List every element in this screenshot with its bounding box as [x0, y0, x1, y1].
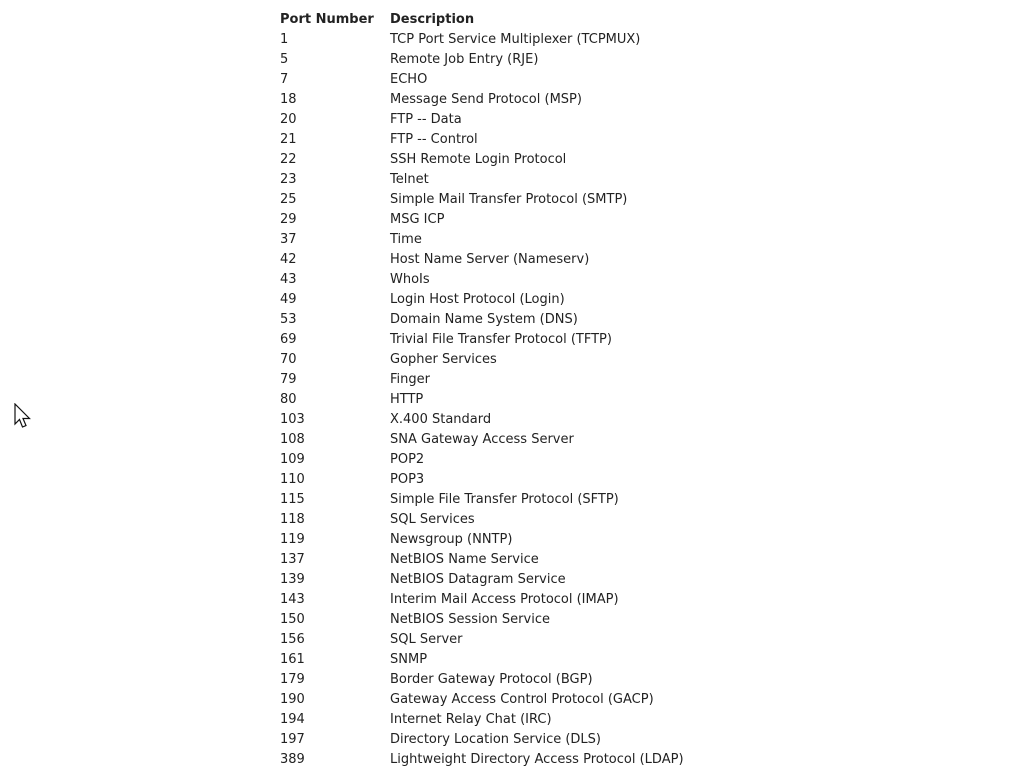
table-row: [280, 490, 684, 510]
description-cell: Internet Relay Chat (IRC): [390, 712, 552, 727]
port-number-cell: 118: [280, 512, 305, 527]
description-cell: POP2: [390, 452, 425, 467]
table-row: [280, 450, 684, 470]
port-reference-table: [280, 10, 684, 770]
port-number-cell: 156: [280, 632, 305, 647]
description-cell: NetBIOS Datagram Service: [390, 572, 566, 587]
table-row: [280, 710, 684, 730]
table-row: [280, 690, 684, 710]
table-row: [280, 470, 684, 490]
description-cell: NetBIOS Session Service: [390, 612, 550, 627]
table-row: [280, 670, 684, 690]
description-cell: ECHO: [390, 72, 428, 87]
port-number-cell: 197: [280, 732, 305, 747]
description-cell: SNMP: [390, 652, 428, 667]
port-number-cell: 139: [280, 572, 305, 587]
table-row: [280, 170, 684, 190]
port-number-cell: 161: [280, 652, 305, 667]
table-row: [280, 410, 684, 430]
table-row: [280, 130, 684, 150]
description-cell: Telnet: [390, 172, 429, 187]
description-cell: MSG ICP: [390, 212, 445, 227]
port-number-cell: 150: [280, 612, 305, 627]
port-number-cell: 109: [280, 452, 305, 467]
description-cell: Trivial File Transfer Protocol (TFTP): [390, 332, 612, 347]
table-row: [280, 390, 684, 410]
port-number-cell: 108: [280, 432, 305, 447]
table-row: [280, 370, 684, 390]
description-cell: NetBIOS Name Service: [390, 552, 539, 567]
port-number-cell: 110: [280, 472, 305, 487]
port-number-cell: 37: [280, 232, 297, 247]
description-cell: Gopher Services: [390, 352, 497, 367]
port-number-cell: 21: [280, 132, 297, 147]
description-cell: WhoIs: [390, 272, 430, 287]
description-cell: Time: [390, 232, 422, 247]
port-number-cell: 69: [280, 332, 297, 347]
table-row: [280, 510, 684, 530]
description-cell: Border Gateway Protocol (BGP): [390, 672, 593, 687]
port-number-cell: 22: [280, 152, 297, 167]
port-number-cell: 119: [280, 532, 305, 547]
port-number-cell: 389: [280, 752, 305, 767]
table-row: [280, 530, 684, 550]
table-row: [280, 730, 684, 750]
table-row: [280, 590, 684, 610]
description-cell: Domain Name System (DNS): [390, 312, 578, 327]
port-number-cell: 42: [280, 252, 297, 267]
description-cell: FTP -- Control: [390, 132, 478, 147]
port-number-cell: 115: [280, 492, 305, 507]
table-row: [280, 310, 684, 330]
description-cell: Directory Location Service (DLS): [390, 732, 601, 747]
table-row: [280, 30, 684, 50]
port-number-cell: 20: [280, 112, 297, 127]
table-row: [280, 50, 684, 70]
description-cell: Simple Mail Transfer Protocol (SMTP): [390, 192, 628, 207]
table-row: [280, 110, 684, 130]
description-cell: Remote Job Entry (RJE): [390, 52, 539, 67]
description-cell: TCP Port Service Multiplexer (TCPMUX): [390, 32, 641, 47]
description-cell: Interim Mail Access Protocol (IMAP): [390, 592, 619, 607]
port-number-cell: 190: [280, 692, 305, 707]
column-header-port-number: Port Number: [280, 12, 374, 27]
description-cell: Lightweight Directory Access Protocol (LDAP): [390, 752, 684, 767]
description-cell: Host Name Server (Nameserv): [390, 252, 590, 267]
table-row: [280, 550, 684, 570]
description-cell: Gateway Access Control Protocol (GACP): [390, 692, 654, 707]
port-number-cell: 43: [280, 272, 297, 287]
port-number-cell: 194: [280, 712, 305, 727]
description-cell: SSH Remote Login Protocol: [390, 152, 567, 167]
port-table-body: [280, 30, 684, 770]
header-row: [280, 10, 684, 30]
port-number-cell: 70: [280, 352, 297, 367]
table-row: [280, 70, 684, 90]
port-number-cell: 137: [280, 552, 305, 567]
port-number-cell: 25: [280, 192, 297, 207]
mouse-cursor-arrow-icon: [13, 403, 33, 433]
table-row: [280, 570, 684, 590]
table-row: [280, 210, 684, 230]
port-number-cell: 23: [280, 172, 297, 187]
table-row: [280, 430, 684, 450]
table-row: [280, 230, 684, 250]
description-cell: FTP -- Data: [390, 112, 462, 127]
table-row: [280, 150, 684, 170]
description-cell: HTTP: [390, 392, 424, 407]
port-number-cell: 29: [280, 212, 297, 227]
table-row: [280, 610, 684, 630]
description-cell: Finger: [390, 372, 430, 387]
table-row: [280, 270, 684, 290]
description-cell: Message Send Protocol (MSP): [390, 92, 582, 107]
table-row: [280, 750, 684, 770]
table-row: [280, 630, 684, 650]
port-number-cell: 80: [280, 392, 297, 407]
description-cell: Login Host Protocol (Login): [390, 292, 565, 307]
port-number-cell: 5: [280, 52, 289, 67]
description-cell: Newsgroup (NNTP): [390, 532, 513, 547]
port-number-cell: 49: [280, 292, 297, 307]
table-row: [280, 330, 684, 350]
port-table-header: [280, 10, 684, 30]
port-number-cell: 1: [280, 32, 289, 47]
table-row: [280, 290, 684, 310]
port-number-cell: 143: [280, 592, 305, 607]
port-number-cell: 79: [280, 372, 297, 387]
table-row: [280, 650, 684, 670]
port-number-cell: 18: [280, 92, 297, 107]
table-row: [280, 350, 684, 370]
description-cell: Simple File Transfer Protocol (SFTP): [390, 492, 619, 507]
column-header-description: Description: [390, 12, 475, 27]
port-number-cell: 179: [280, 672, 305, 687]
table-row: [280, 190, 684, 210]
description-cell: SQL Server: [390, 632, 463, 647]
port-number-cell: 103: [280, 412, 305, 427]
description-cell: SNA Gateway Access Server: [390, 432, 574, 447]
table-row: [280, 250, 684, 270]
port-number-cell: 53: [280, 312, 297, 327]
description-cell: SQL Services: [390, 512, 475, 527]
table-row: [280, 90, 684, 110]
description-cell: X.400 Standard: [390, 412, 492, 427]
port-number-cell: 7: [280, 72, 289, 87]
description-cell: POP3: [390, 472, 425, 487]
